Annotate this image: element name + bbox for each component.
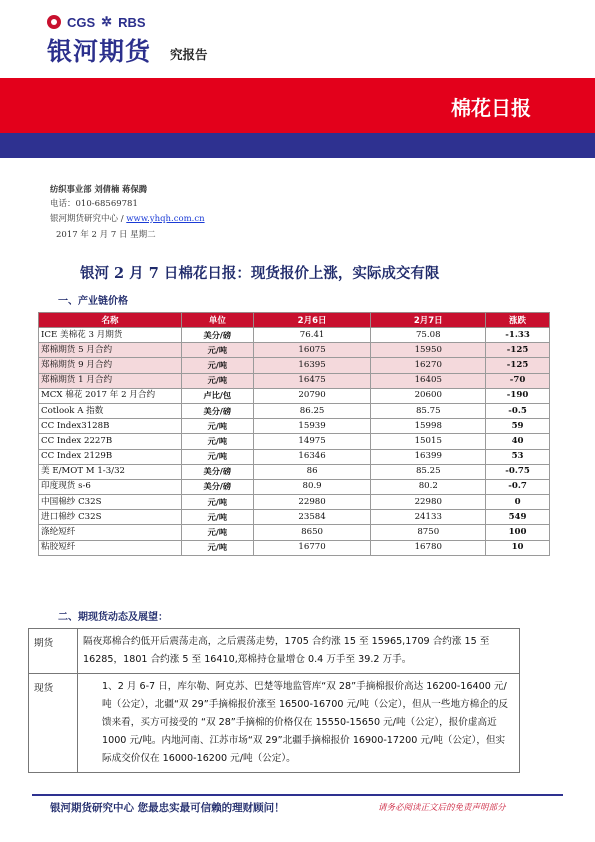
cell-unit: 元/吨: [181, 510, 253, 525]
cell-change: -0.7: [486, 479, 550, 494]
cell-unit: 美分/磅: [181, 464, 253, 479]
cell-change: 0: [486, 495, 550, 510]
main-title: 银河 2 月 7 日棉花日报：现货报价上涨，实际成交有限: [80, 265, 440, 282]
cell-name: 美 E/MOT M 1-3/32: [39, 464, 182, 479]
table-row: [39, 525, 550, 540]
cell-unit: 元/吨: [181, 495, 253, 510]
cell-name: 进口棉纱 C32S: [39, 510, 182, 525]
brand-logos: [47, 12, 146, 32]
cell-unit: 元/吨: [181, 434, 253, 449]
cell-feb6: 16770: [253, 540, 371, 555]
cell-feb6: 16475: [253, 373, 371, 388]
cell-feb6: 23584: [253, 510, 371, 525]
table-row: [39, 358, 550, 373]
cell-name: 郑棉期货 1 月合约: [39, 373, 182, 388]
cell-feb7: 20600: [371, 388, 486, 403]
section-title-outlook: 二、期现货动态及展望：: [58, 612, 168, 623]
cell-name: 粘胶短纤: [39, 540, 182, 555]
cell-name: CC Index3128B: [39, 419, 182, 434]
outlook-text: 1、2 月 6-7 日，库尔勒、阿克苏、巴楚等地监管库“双 28”手摘棉报价高达 16200-16400 元/吨（公定），北疆“双 29”手摘棉报价涨至 16500-16700 元/吨（公定），但从一些地方棉企的反馈来看，买方可接受的 “双 28”手摘棉的价格仅在 15550-15650 元/吨（公定），报价虚高近 1000 元/吨。内地河南、江苏市场“双 29”北疆手摘棉报价 16900-17200 元/吨（公定），但实际成交价仅在 16000-16200 元/吨（公定）。: [78, 674, 520, 773]
cell-name: CC Index 2129B: [39, 449, 182, 464]
cell-unit: 元/吨: [181, 540, 253, 555]
table-row: [39, 479, 550, 494]
outlook-label: 现货: [29, 674, 78, 773]
rbs-logo-icon: ✲: [101, 14, 113, 29]
outlook-text: 隔夜郑棉合约低开后震荡走高，之后震荡走势，1705 合约涨 15 至 15965,1709 合约涨 15 至 16285，1801 合约涨 5 至 16410,郑棉持仓量增仓 0.4 万手至 39.2 万手。: [78, 629, 520, 674]
cell-name: 郑棉期货 5 月合约: [39, 343, 182, 358]
cell-feb6: 76.41: [253, 328, 371, 343]
org-line: [50, 212, 205, 224]
cell-feb6: 8650: [253, 525, 371, 540]
table-row: [39, 328, 550, 343]
cell-feb7: 16780: [371, 540, 486, 555]
footer-disclaimer: 请务必阅读正文后的免责声明部分: [378, 803, 506, 813]
cell-name: MCX 棉花 2017 年 2 月合约: [39, 388, 182, 403]
cell-unit: 元/吨: [181, 358, 253, 373]
header-date2: 2月7日: [371, 313, 486, 328]
cell-feb6: 22980: [253, 495, 371, 510]
cgs-logo-icon: [47, 15, 61, 29]
cell-feb7: 15015: [371, 434, 486, 449]
website-link[interactable]: www.yhqh.com.cn: [126, 214, 205, 224]
cell-name: 郑棉期货 9 月合约: [39, 358, 182, 373]
table-row: [39, 510, 550, 525]
table-row: [39, 449, 550, 464]
cell-change: 10: [486, 540, 550, 555]
table-row: [39, 464, 550, 479]
cell-name: Cotlook A 指数: [39, 403, 182, 418]
outlook-row-spot: [29, 674, 520, 773]
section-title-prices: 一、产业链价格: [58, 296, 128, 307]
table-row: [39, 540, 550, 555]
header-unit: 单位: [181, 313, 253, 328]
cell-change: 100: [486, 525, 550, 540]
cell-unit: 元/吨: [181, 449, 253, 464]
cell-feb6: 16346: [253, 449, 371, 464]
cell-change: 549: [486, 510, 550, 525]
price-table-header: [39, 313, 550, 328]
cell-feb6: 80.9: [253, 479, 371, 494]
cell-feb7: 16405: [371, 373, 486, 388]
table-row: [39, 403, 550, 418]
cell-feb6: 15939: [253, 419, 371, 434]
table-row: [39, 434, 550, 449]
cell-feb7: 8750: [371, 525, 486, 540]
cell-unit: 卢比/包: [181, 388, 253, 403]
table-row: [39, 343, 550, 358]
header-date1: 2月6日: [253, 313, 371, 328]
cell-feb7: 85.25: [371, 464, 486, 479]
outlook-label: 期货: [29, 629, 78, 674]
cell-name: 印度现货 s-6: [39, 479, 182, 494]
table-row: [39, 373, 550, 388]
cell-unit: 美分/磅: [181, 403, 253, 418]
cell-feb6: 86.25: [253, 403, 371, 418]
outlook-row-futures: [29, 629, 520, 674]
report-date: 2017 年 2 月 7 日 星期二: [56, 230, 156, 240]
title-band-blue: [0, 133, 595, 158]
logo-cgs-text: CGS: [67, 14, 96, 30]
header-change: 涨跌: [486, 313, 550, 328]
company-name: 银河期货: [47, 37, 152, 66]
header-name: 名称: [39, 313, 182, 328]
table-row: [39, 419, 550, 434]
logo-rbs-text: RBS: [118, 14, 146, 30]
cell-change: -0.5: [486, 403, 550, 418]
org-name: 银河期货研究中心 /: [50, 214, 127, 224]
cell-change: 53: [486, 449, 550, 464]
report-label: 究报告: [170, 47, 208, 62]
report-title: 棉花日报: [451, 96, 531, 120]
cell-feb7: 24133: [371, 510, 486, 525]
cell-feb7: 75.08: [371, 328, 486, 343]
footer-divider: [32, 794, 563, 796]
cell-name: 涤纶短纤: [39, 525, 182, 540]
cell-unit: 美分/磅: [181, 328, 253, 343]
table-row: [39, 495, 550, 510]
cell-feb7: 80.2: [371, 479, 486, 494]
cell-change: 59: [486, 419, 550, 434]
cell-feb6: 16395: [253, 358, 371, 373]
cell-feb7: 85.75: [371, 403, 486, 418]
cell-unit: 元/吨: [181, 343, 253, 358]
cell-change: -70: [486, 373, 550, 388]
authors: 纺织事业部 刘倩楠 蒋保腾: [50, 184, 148, 194]
cell-unit: 元/吨: [181, 373, 253, 388]
cell-feb7: 15950: [371, 343, 486, 358]
cell-unit: 元/吨: [181, 525, 253, 540]
cell-unit: 元/吨: [181, 419, 253, 434]
cell-change: -190: [486, 388, 550, 403]
cell-feb7: 22980: [371, 495, 486, 510]
cell-change: -1.33: [486, 328, 550, 343]
phone: 电话：010-68569781: [50, 199, 138, 209]
cell-feb7: 15998: [371, 419, 486, 434]
price-table: [38, 312, 550, 556]
table-row: [39, 388, 550, 403]
cell-name: 中国棉纱 C32S: [39, 495, 182, 510]
cell-name: CC Index 2227B: [39, 434, 182, 449]
cell-change: 40: [486, 434, 550, 449]
cell-feb6: 14975: [253, 434, 371, 449]
cell-feb6: 16075: [253, 343, 371, 358]
cell-change: -0.75: [486, 464, 550, 479]
cell-unit: 美分/磅: [181, 479, 253, 494]
footer-slogan: 银河期货研究中心 您最忠实最可信赖的理财顾问！: [50, 802, 285, 814]
cell-change: -125: [486, 358, 550, 373]
cell-feb7: 16399: [371, 449, 486, 464]
cell-change: -125: [486, 343, 550, 358]
cell-name: ICE 美棉花 3 月期货: [39, 328, 182, 343]
cell-feb6: 20790: [253, 388, 371, 403]
cell-feb7: 16270: [371, 358, 486, 373]
cell-feb6: 86: [253, 464, 371, 479]
outlook-table: [28, 628, 520, 773]
